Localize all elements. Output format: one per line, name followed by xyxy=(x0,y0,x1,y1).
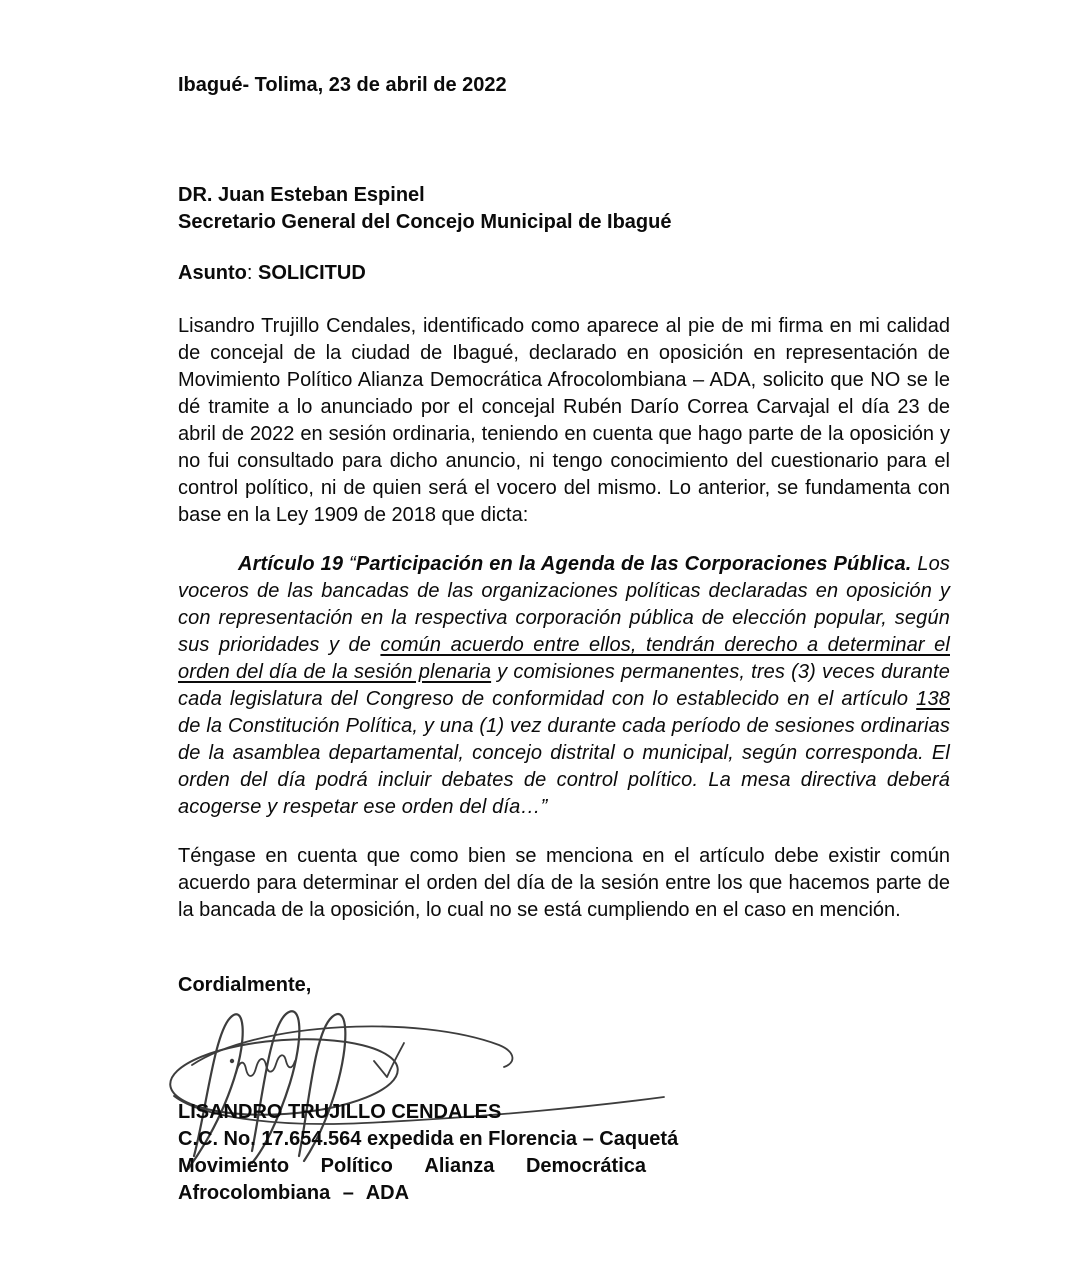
body-paragraph-1: Lisandro Trujillo Cendales, identificado como aparece al pie de mi firma en mi calidad de concejal de la ciudad de Ibagué, declarado en oposición en representación de Movimiento Político Alianza Democrática Afrocolombiana – ADA, solicito que NO se le dé tramite a lo anunciado por el concejal Rubén Darío Correa Carvajal el día 23 de abril de 2022 en sesión ordinaria, teniendo en cuenta que hago parte de la oposición y no fui consultado para dicho anuncio, ni tengo conocimiento del cuestionario para el control político, ni de quien será el vocero del mismo. Lo anterior, se fundamenta con base en la Ley 1909 de 2018 que dicta: xyxy=(178,315,950,526)
recipient-block xyxy=(178,182,950,236)
letter-date: Ibagué- Tolima, 23 de abril de 2022 xyxy=(178,74,507,96)
party-name-line-1: Movimiento Político Alianza Democrática xyxy=(178,1155,646,1177)
letter-content xyxy=(178,72,950,1207)
subject-line: Asunto: SOLICITUD xyxy=(178,262,366,284)
signature-area xyxy=(178,999,950,1099)
signature-block xyxy=(178,1099,950,1207)
signatory-id-line: C.C. No. 17.654.564 expedida en Florencia – Caquetá xyxy=(178,1128,679,1150)
signatory-name: LISANDRO TRUJILLO CENDALES xyxy=(178,1101,502,1123)
recipient-title: Secretario General del Concejo Municipal de Ibagué xyxy=(178,211,672,233)
party-name-line-2: Afrocolombiana – ADA xyxy=(178,1182,410,1204)
recipient-name: DR. Juan Esteban Espinel xyxy=(178,184,425,206)
closing-salutation: Cordialmente, xyxy=(178,974,312,996)
legal-quote-paragraph: Artículo 19 “Participación en la Agenda de las Corporaciones Pública. Los voceros de las bancadas de las organizaciones políticas declaradas en oposición y con representación en la respectiva corporación pública de elección popular, según sus prioridades y de común acuerdo entre ellos, tendrán derecho a determinar el orden del día de la sesión plenaria y comisiones permanentes, tres (3) veces durante cada legislatura del Congreso de conformidad con lo establecido en el artículo 138 de la Constitución Política, y una (1) vez durante cada período de sesiones ordinarias de la asamblea departamental, concejo distrital o municipal, según corresponda. El orden del día podrá incluir debates de control político. La mesa directiva deberá acogerse y respetar ese orden del día…” xyxy=(178,553,951,818)
body-paragraph-3: Téngase en cuenta que como bien se menciona en el artículo debe existir común acuerdo para determinar el orden del día de la sesión entre los que hacemos parte de la bancada de la oposición, lo cual no se está cumpliendo en el caso en mención. xyxy=(178,845,950,921)
